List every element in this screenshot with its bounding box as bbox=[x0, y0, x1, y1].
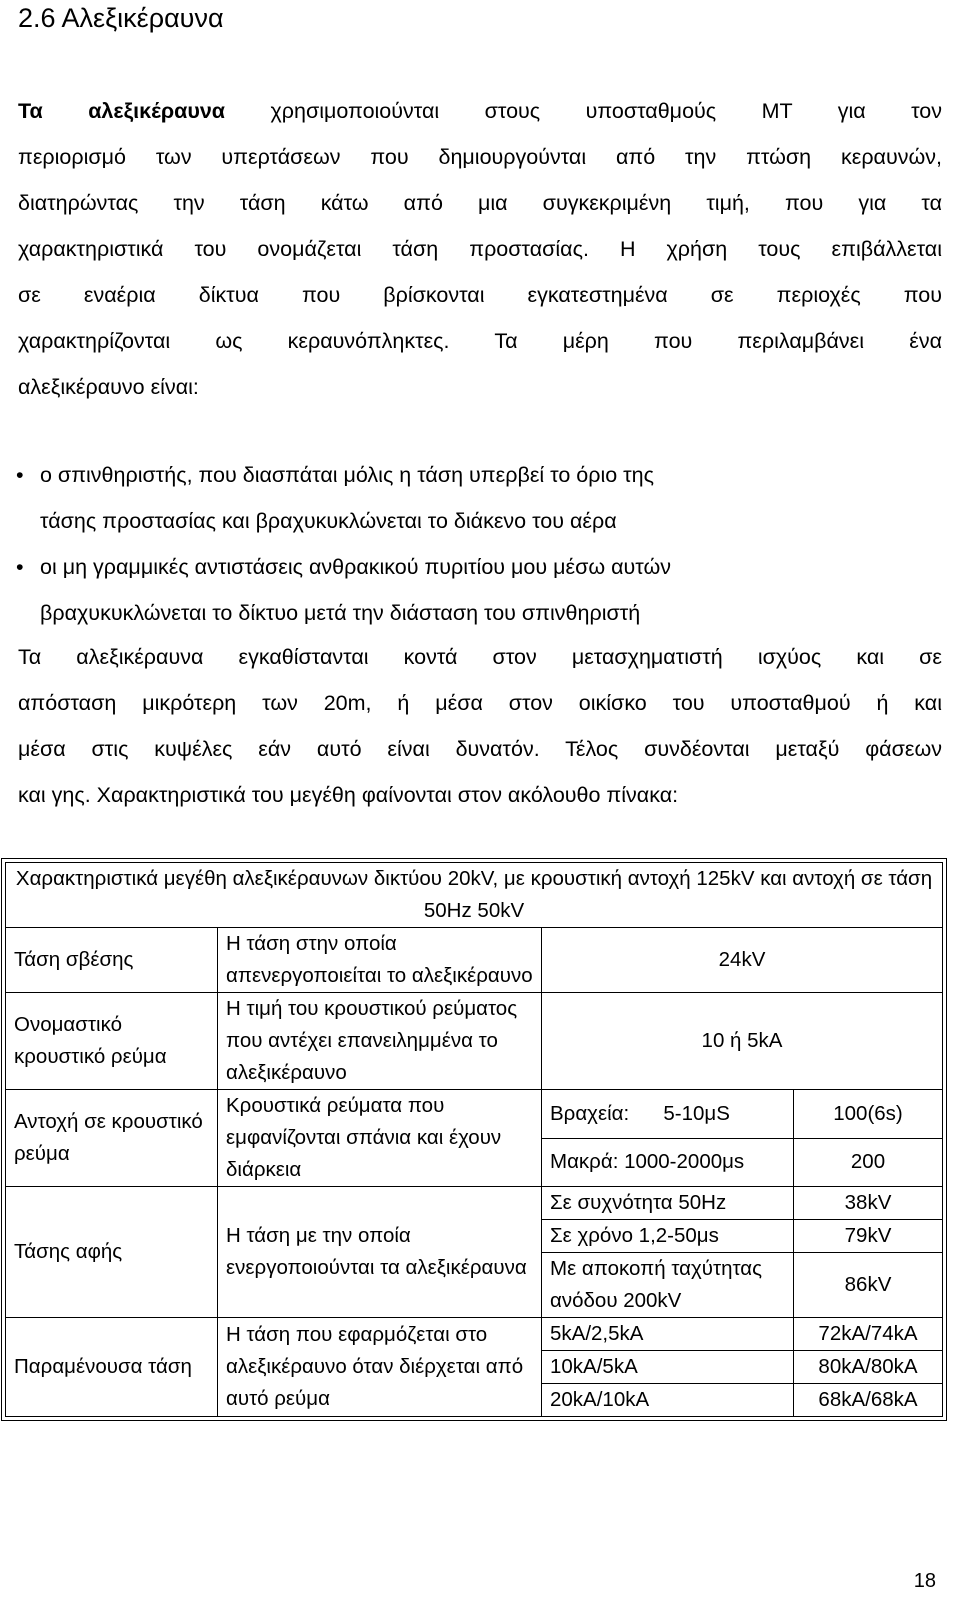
sub-condition: Σε χρόνο 1,2-50μs bbox=[542, 1220, 794, 1253]
closing-line: απόσταση μικρότερη των 20m, ή μέσα στον οικίσκο του υποσταθμού ή και bbox=[18, 691, 942, 715]
intro-line: χαρακτηριστικά του ονομάζεται τάση προστασίας. Η χρήση τους επιβάλλεται bbox=[18, 237, 942, 261]
sub-value: 100(6s) bbox=[794, 1090, 943, 1139]
closing-line: και γης. Χαρακτηριστικά του μεγέθη φαίνονται στον ακόλουθο πίνακα: bbox=[18, 783, 679, 807]
closing-line: Τα αλεξικέραυνα εγκαθίστανται κοντά στον μετασχηματιστή ισχύος και σε bbox=[18, 645, 942, 669]
row-description: Η τάση στην οποία απενεργοποιείται το αλεξικέραυνο bbox=[218, 928, 542, 993]
row-value: 10 ή 5kA bbox=[542, 993, 943, 1090]
intro-line: διατηρώντας την τάση κάτω από μια συγκεκριμένη τιμή, που για τα bbox=[18, 191, 942, 215]
row-description: Η τιμή του κρουστικού ρεύματος που αντέχει επανειλημμένα το αλεξικέραυνο bbox=[218, 993, 542, 1090]
section-heading: 2.6 Αλεξικέραυνα bbox=[18, 3, 224, 33]
intro-line: χαρακτηρίζονται ως κεραυνόπληκτες. Τα μέρη που περιλαμβάνει ένα bbox=[18, 329, 942, 353]
row-name: Τάση σβέσης bbox=[6, 928, 218, 993]
list-item: • ο σπινθηριστής, που διασπάται μόλις η τάση υπερβεί το όριο της τάσης προστασίας και βραχυκυκλώνεται το διάκενο του αέρα bbox=[14, 452, 944, 544]
sub-value: 72kA/74kA bbox=[794, 1318, 943, 1351]
row-value: 24kV bbox=[542, 928, 943, 993]
row-name: Παραμένουσα τάση bbox=[6, 1318, 218, 1417]
parts-list bbox=[14, 452, 944, 636]
table-caption-row bbox=[6, 863, 943, 928]
table-row bbox=[6, 928, 943, 993]
intro-line: περιορισμό των υπερτάσεων που δημιουργούνται από την πτώση κεραυνών, bbox=[18, 145, 942, 169]
sub-value: 38kV bbox=[794, 1187, 943, 1220]
sub-value: 86kV bbox=[794, 1253, 943, 1318]
sub-condition: Με αποκοπή ταχύτητας ανόδου 200kV bbox=[542, 1253, 794, 1318]
table-row bbox=[6, 1187, 943, 1220]
row-description: Η τάση με την οποία ενεργοποιούνται τα αλεξικέραυνα bbox=[218, 1187, 542, 1318]
row-name: Ονομαστικό κρουστικό ρεύμα bbox=[6, 993, 218, 1090]
list-item: • οι μη γραμμικές αντιστάσεις ανθρακικού πυριτίου μου μέσω αυτών βραχυκυκλώνεται το δίκτυο μετά την διάσταση του σπινθηριστή bbox=[14, 544, 944, 636]
bullet-icon: • bbox=[16, 555, 24, 579]
intro-paragraph bbox=[18, 88, 942, 410]
sub-value: 200 bbox=[794, 1138, 943, 1187]
intro-bold-term: Τα αλεξικέραυνα bbox=[18, 99, 226, 123]
page-number: 18 bbox=[913, 1570, 936, 1592]
intro-line: αλεξικέραυνο είναι: bbox=[18, 375, 199, 399]
table-row bbox=[6, 1318, 943, 1351]
sub-condition: 20kA/10kA bbox=[542, 1384, 794, 1417]
sub-condition: Βραχεία: 5-10μS bbox=[542, 1090, 794, 1139]
sub-value: 79kV bbox=[794, 1220, 943, 1253]
bullet-icon: • bbox=[16, 463, 24, 487]
table-row bbox=[6, 993, 943, 1090]
intro-line: σε εναέρια δίκτυα που βρίσκονται εγκατεστημένα σε περιοχές που bbox=[18, 283, 942, 307]
row-name: Αντοχή σε κρουστικό ρεύμα bbox=[6, 1090, 218, 1187]
sub-value: 80kA/80kA bbox=[794, 1351, 943, 1384]
table-row bbox=[6, 1090, 943, 1139]
closing-line: μέσα στις κυψέλες εάν αυτό είναι δυνατόν. Τέλος συνδέονται μεταξύ φάσεων bbox=[18, 737, 942, 761]
sub-value: 68kA/68kA bbox=[794, 1384, 943, 1417]
sub-condition: 10kA/5kA bbox=[542, 1351, 794, 1384]
sub-condition: 5kA/2,5kA bbox=[542, 1318, 794, 1351]
row-description: Η τάση που εφαρμόζεται στο αλεξικέραυνο όταν διέρχεται από αυτό ρεύμα bbox=[218, 1318, 542, 1417]
table-caption: Χαρακτηριστικά μεγέθη αλεξικέραυνων δικτύου 20kV, με κρουστική αντοχή 125kV και αντοχή σε τάση 50Hz 50kV bbox=[6, 863, 943, 928]
row-name: Τάσης αφής bbox=[6, 1187, 218, 1318]
arrester-specs-table bbox=[5, 862, 943, 1417]
row-description: Κρουστικά ρεύματα που εμφανίζονται σπάνια και έχουν διάρκεια bbox=[218, 1090, 542, 1187]
sub-condition: Σε συχνότητα 50Hz bbox=[542, 1187, 794, 1220]
sub-condition: Μακρά: 1000-2000μs bbox=[542, 1138, 794, 1187]
closing-paragraph bbox=[18, 634, 942, 818]
intro-line: Τα αλεξικέραυνα χρησιμοποιούνται στους υποσταθμούς ΜΤ για τον bbox=[18, 99, 942, 123]
